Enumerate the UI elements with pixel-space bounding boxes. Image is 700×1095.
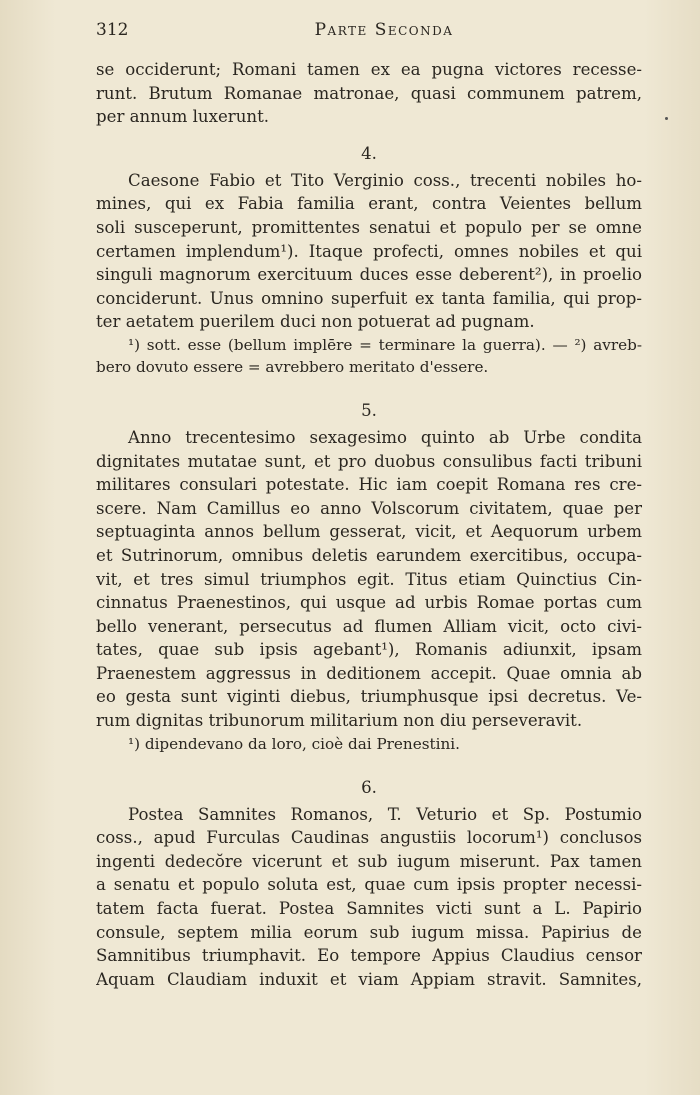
page-number: 312 xyxy=(96,20,129,40)
text-line: septuaginta annos bellum gesserat, vicit, et Aequorum urbem xyxy=(96,522,642,542)
text-line: eo gesta sunt viginti diebus, triumphusque ipsi decretus. Ve- xyxy=(96,687,642,707)
text-line: dignitates mutatae sunt, et pro duobus consulibus facti tribuni xyxy=(96,451,642,471)
footnote-line: bero dovuto essere = avrebbero meritato d'essere. xyxy=(96,357,489,376)
section-number: 4. xyxy=(361,143,377,163)
text-line: coss., apud Furculas Caudinas angustiis locorum¹) conclusos xyxy=(96,828,642,848)
text-line: Anno trecentesimo sexagesimo quinto ab Urbe condita xyxy=(128,427,642,447)
text-line: mines, qui ex Fabia familia erant, contra Veientes bellum xyxy=(96,194,642,214)
section-gap xyxy=(96,755,642,773)
text-line: Praenestem aggressus in deditionem accepit. Quae omnia ab xyxy=(96,663,642,683)
text-line: Aquam Claudiam induxit et viam Appiam stravit. Samnites, xyxy=(96,969,642,989)
text-line: per annum luxerunt. xyxy=(96,107,270,127)
text-line: militares consulari potestate. Hic iam coepit Romana res cre- xyxy=(96,475,642,495)
text-line: Samnitibus triumphavit. Eo tempore Appius Claudius censor xyxy=(96,946,642,966)
text-line: runt. Brutum Romanae matronae, quasi communem patrem, xyxy=(96,83,642,103)
text-line: Postea Samnites Romanos, T. Veturio et Sp. Postumio xyxy=(128,804,642,824)
text-line: rum dignitas tribunorum militarium non diu perseveravit. xyxy=(96,711,583,731)
text-line: se occiderunt; Romani tamen ex ea pugna victores recesse- xyxy=(96,60,642,79)
text-line: a senatu et populo soluta est, quae cum ipsis propter necessi- xyxy=(96,875,642,895)
text-line: scere. Nam Camillus eo anno Volscorum civitatem, quae per xyxy=(96,498,642,518)
section-gap xyxy=(96,129,642,139)
text-line: cinnatus Praenestinos, qui usque ad urbis Romae portas cum xyxy=(96,593,642,613)
text-line: soli susceperunt, promittentes senatui et populo per se omne xyxy=(96,217,642,237)
page-body xyxy=(96,58,642,991)
section-number: 5. xyxy=(361,400,377,420)
text-line: singuli magnorum exercituum duces esse deberent²), in proelio xyxy=(96,265,642,285)
section-gap xyxy=(96,378,642,396)
speck-mark xyxy=(665,117,668,120)
footnote-line: ¹) sott. esse (bellum implēre = terminare la guerra). — ²) avreb- xyxy=(128,335,642,354)
footnote-line: ¹) dipendevano da loro, cioè dai Prenestini. xyxy=(128,734,460,753)
text-line: tatem facta fuerat. Postea Samnites victi sunt a L. Papirio xyxy=(96,899,642,919)
text-line: Caesone Fabio et Tito Verginio coss., trecenti nobiles ho- xyxy=(128,170,642,190)
text-line: vit, et tres simul triumphos egit. Titus etiam Quinctius Cin- xyxy=(96,569,642,589)
page-header xyxy=(96,20,642,48)
text-line: et Sutrinorum, omnibus deletis earundem exercitibus, occupa- xyxy=(96,545,642,565)
text-line: tates, quae sub ipsis agebant¹), Romanis adiunxit, ipsam xyxy=(96,640,642,660)
text-line: conciderunt. Unus omnino superfuit ex tanta familia, qui prop- xyxy=(96,288,642,308)
section-number: 6. xyxy=(361,777,377,797)
running-title: Parte Seconda xyxy=(314,20,454,40)
text-line: consule, septem milia eorum sub iugum missa. Papirius de xyxy=(96,922,642,942)
text-line: bello venerant, persecutus ad flumen Alliam vicit, octo civi- xyxy=(96,616,642,636)
text-line: ingenti dedecŏre vicerunt et sub iugum miserunt. Pax tamen xyxy=(96,851,642,871)
text-line: ter aetatem puerilem duci non potuerat ad pugnam. xyxy=(96,312,535,332)
text-line: certamen implendum¹). Itaque profecti, omnes nobiles et qui xyxy=(96,241,642,261)
